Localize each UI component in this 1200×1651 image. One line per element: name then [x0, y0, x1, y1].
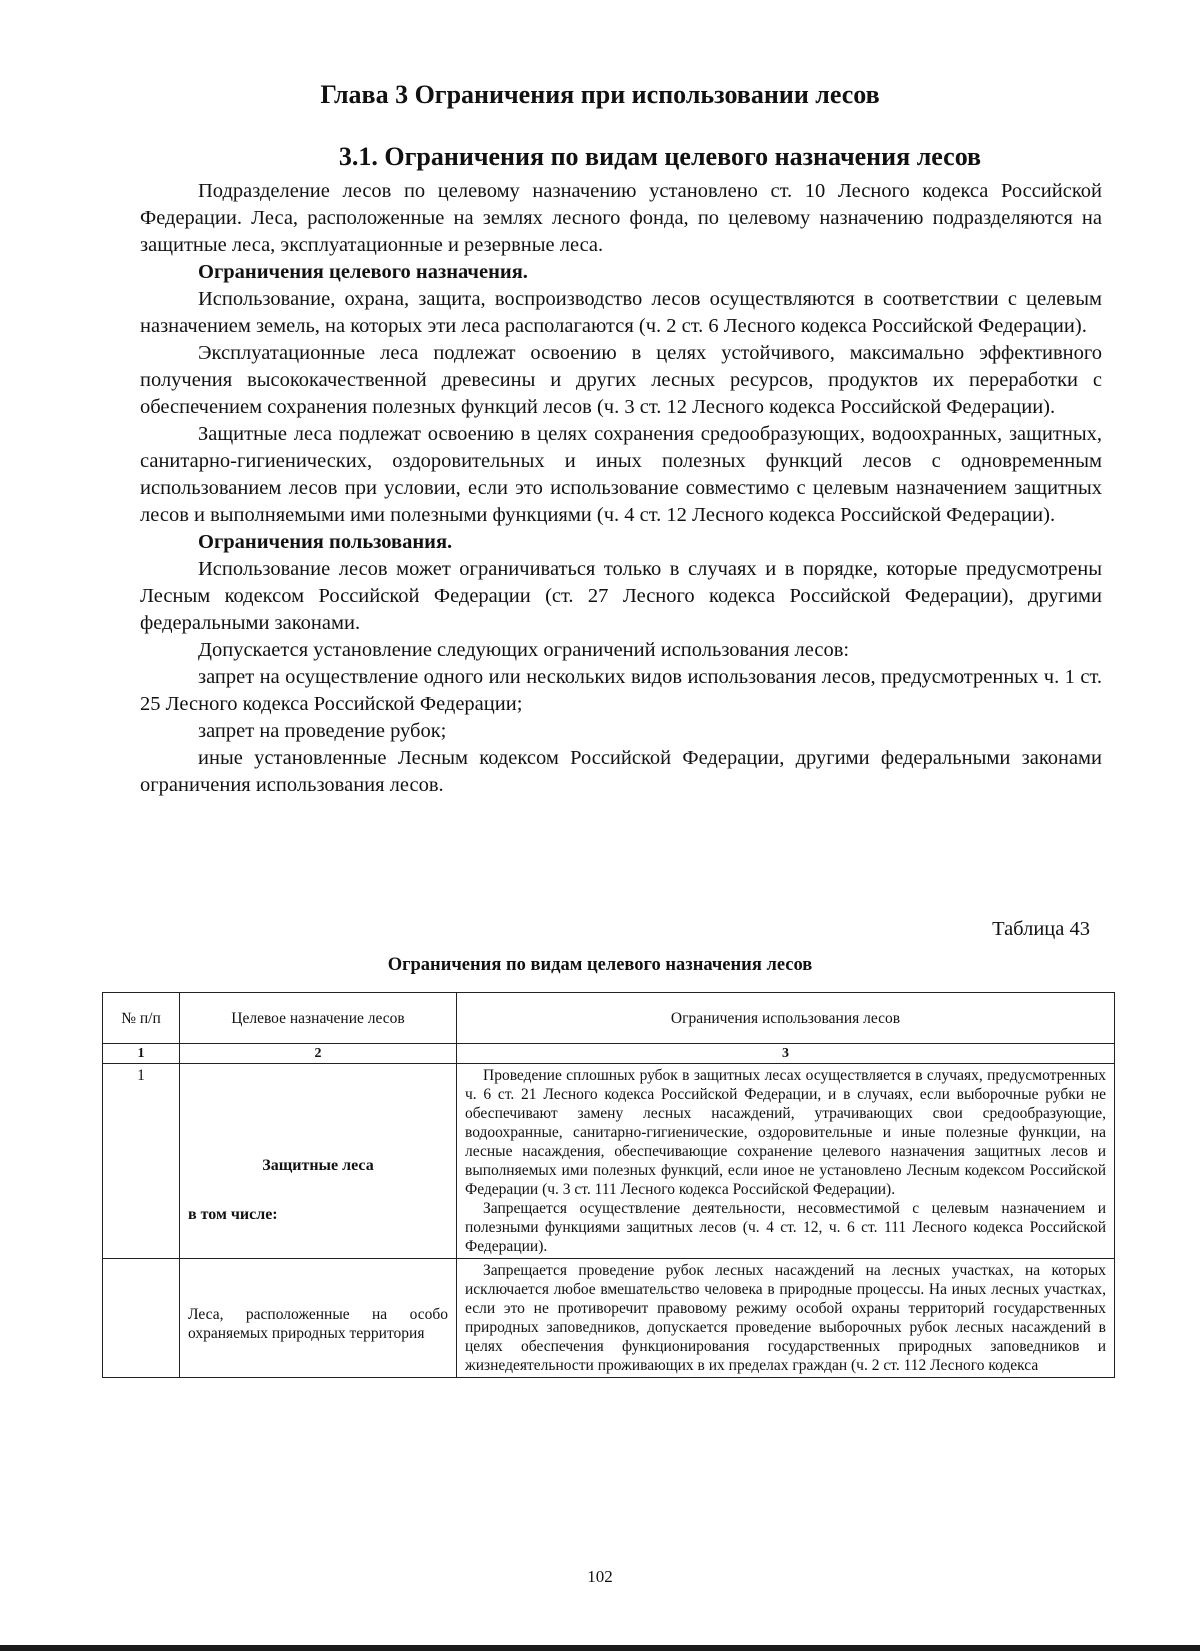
- restriction-text: Запрещается проведение рубок лесных насаждений на лесных участках, на которых исключается любое вмешательство человека в природные процессы. На иных лесных участках, если это не противоречит правовому режиму особой охраны территорий государственных природных заповедников, допускается проведение выборочных рубок лесных насаждений в целях обеспечения функционирования государственных природных заповедников и жизнедеятельности проживающих в их пределах граждан (ч. 2 ст. 112 Лесного кодекса: [465, 1262, 1106, 1374]
- list-item: запрет на проведение рубок;: [198, 720, 447, 742]
- column-number: 2: [180, 1044, 457, 1064]
- paragraph: Эксплуатационные леса подлежат освоению в целях устойчивого, максимально эффективного получения высококачественной древесины и других лесных ресурсов, продуктов их переработки с обеспечением сохранения полезных функций лесов (ч. 3 ст. 12 Лесного кодекса Российской Федерации).: [140, 342, 1102, 418]
- section-title: 3.1. Ограничения по видам целевого назначения лесов: [338, 142, 982, 171]
- restrictions-table: [102, 992, 1115, 1378]
- column-number-row: [103, 1044, 1115, 1064]
- restriction-text: Запрещается осуществление деятельности, несовместимой с целевым назначением и полезными функциями защитных лесов (ч. 4 ст. 12, ч. 6 ст. 111 Лесного кодекса Российской Федерации).: [465, 1200, 1106, 1255]
- list-item: иные установленные Лесным кодексом Российской Федерации, другими федеральными законами ограничения использования лесов.: [140, 747, 1102, 796]
- restrictions-cell: [457, 1259, 1115, 1378]
- paragraph: Подразделение лесов по целевому назначению установлено ст. 10 Лесного кодекса Российской Федерации. Леса, расположенные на землях лесного фонда, по целевому назначению подразделяются на защитные леса, эксплуатационные и резервные леса.: [140, 180, 1102, 256]
- table-row: [103, 1259, 1115, 1378]
- subheading-usage-restrictions: Ограничения пользования.: [198, 531, 453, 553]
- paragraph: Использование, охрана, защита, воспроизводство лесов осуществляются в соответствии с целевым назначением земель, на которых эти леса располагаются (ч. 2 ст. 6 Лесного кодекса Российской Федерации).: [140, 288, 1102, 337]
- table-label: Таблица 43: [992, 918, 1090, 940]
- paragraph: Использование лесов может ограничиваться только в случаях и в порядке, которые предусмотрены Лесным кодексом Российской Федерации (ст. 27 Лесного кодекса Российской Федерации), другими федеральными законами.: [140, 558, 1102, 634]
- paragraph: Защитные леса подлежат освоению в целях сохранения средообразующих, водоохранных, защитных, санитарно-гигиенических, оздоровительных и иных полезных функций лесов с одновременным использованием лесов при условии, если это использование совместимо с целевым назначением защитных лесов и выполняемыми ими полезными функциями (ч. 4 ст. 12 Лесного кодекса Российской Федерации).: [140, 423, 1102, 526]
- restrictions-cell: [457, 1064, 1115, 1259]
- row-number: 1: [103, 1064, 180, 1259]
- header-purpose: Целевое назначение лесов: [180, 993, 457, 1044]
- body-text: [140, 178, 1102, 799]
- column-number: 3: [457, 1044, 1115, 1064]
- header-number: № п/п: [103, 993, 180, 1044]
- purpose-sublabel: в том числе:: [188, 1206, 278, 1223]
- page-number: 102: [587, 1567, 613, 1586]
- column-number: 1: [103, 1044, 180, 1064]
- purpose-label: Защитные леса: [262, 1157, 374, 1174]
- chapter-title: Глава 3 Ограничения при использовании лесов: [320, 80, 880, 109]
- scan-edge-rule: [0, 1645, 1200, 1651]
- purpose-label: Леса, расположенные на особо охраняемых природных территория: [188, 1306, 448, 1342]
- header-restrictions: Ограничения использования лесов: [457, 993, 1115, 1044]
- row-number: [103, 1259, 180, 1378]
- purpose-cell: [180, 1064, 457, 1259]
- table-title: Ограничения по видам целевого назначения лесов: [387, 955, 813, 975]
- table-row: [103, 1064, 1115, 1259]
- subheading-purpose-restrictions: Ограничения целевого назначения.: [198, 261, 528, 283]
- purpose-cell: [180, 1259, 457, 1378]
- list-item: запрет на осуществление одного или нескольких видов использования лесов, предусмотренных ч. 1 ст. 25 Лесного кодекса Российской Федерации;: [140, 666, 1102, 715]
- restriction-text: Проведение сплошных рубок в защитных лесах осуществляется в случаях, предусмотренных ч. 6 ст. 21 Лесного кодекса Российской Федерации, и в случаях, если выборочные рубки не обеспечивают замену лесных насаждений, утрачивающих свои средообразующие, водоохранные, санитарно-гигиенические, оздоровительные и иные полезные функции, на лесные насаждения, обеспечивающие сохранение целевого назначения защитных лесов и выполняемых ими полезных функций, если иное не установлено Лесным кодексом Российской Федерации (ч. 3 ст. 111 Лесного кодекса Российской Федерации).: [465, 1067, 1106, 1198]
- paragraph: Допускается установление следующих ограничений использования лесов:: [198, 639, 850, 661]
